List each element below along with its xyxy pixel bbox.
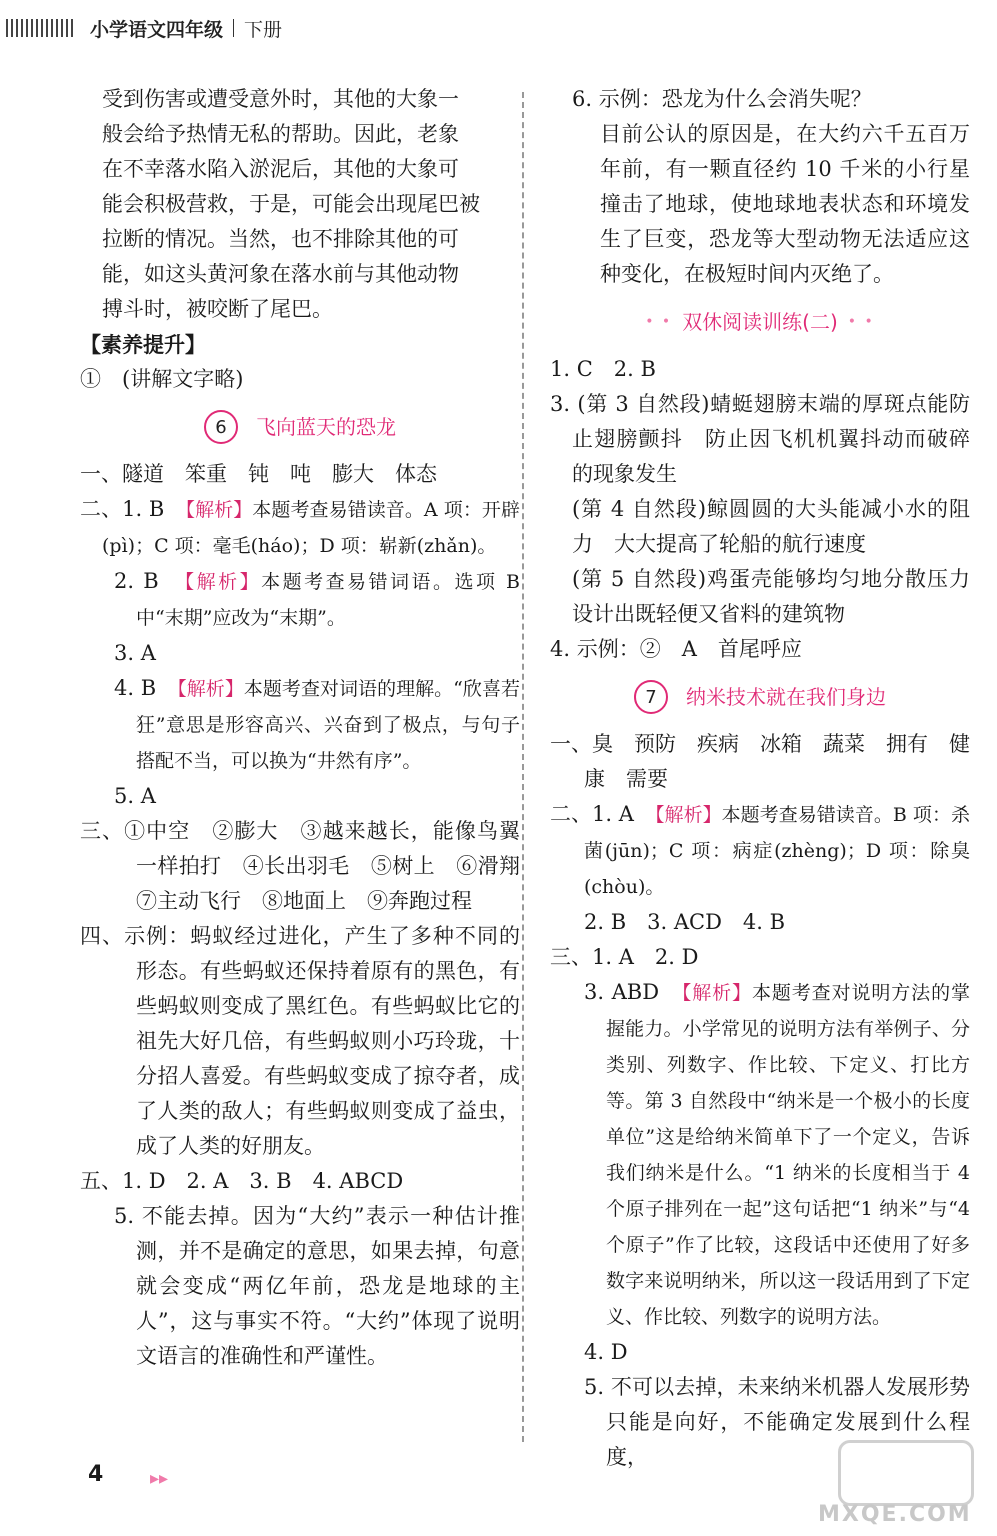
r-answer-3-3 [550, 975, 970, 1335]
analysis-tag: 【解析】 [681, 982, 752, 1004]
answer-5-1: 五、1. D 2. A 3. B 4. ABCD [80, 1169, 404, 1193]
section-7-title [550, 673, 970, 721]
q6-heading: 6. 示例：恐龙为什么会消失呢？ [572, 87, 872, 111]
answer-num: 二、1. A [550, 802, 656, 826]
sh-answer-4: 4. 示例：② A 首尾呼应 [550, 637, 802, 661]
answer-4: 四、示例：蚂蚁经过进化，产生了多种不同的形态。有些蚂蚁还保持着原有的黑色，有些蚂蚁则变成了黑红色。有些蚂蚁比它的祖先大好几倍，有些蚂蚁则小巧玲珑，十分招人喜爱。有些蚂蚁变成了掠夺者，成了人类的敌人；有些蚂蚁则变成了益虫，成了人类的好朋友。 [80, 924, 520, 1158]
intro-line: 在不幸落水陷入淤泥后，其他的大象可 [102, 157, 459, 181]
analysis-tag: 【解析】 [177, 678, 244, 700]
r-answer-1: 一、臭 预防 疾病 冰箱 蔬菜 拥有 健康 需要 [550, 732, 970, 791]
answer-num: 2. B [114, 569, 185, 593]
book-title: 小学语文四年级 [90, 18, 224, 41]
r-answer-3-1: 三、1. A 2. D [550, 945, 699, 969]
section-number-badge: 7 [634, 680, 668, 714]
analysis-tag: 【解析】 [655, 804, 722, 826]
answer-2-4 [80, 671, 520, 779]
intro-line: 能会积极营救，于是，可能会出现尾巴被 [102, 192, 480, 216]
sh-answer-3b: (第 4 自然段)鲸圆圆的大头能减小水的阻力 大大提高了轮船的航行速度 [572, 497, 970, 556]
intro-line: 搏斗时，被咬断了尾巴。 [102, 297, 333, 321]
analysis-text: 本题考查对词语的理解。“欣喜若狂”意思是形容高兴、兴奋到了极点，与句子搭配不当，可以换为“井然有序”。 [136, 678, 520, 772]
page-arrow-icon: ▸▸ [150, 1468, 169, 1489]
q6-body: 目前公认的原因是，在大约六千五百万年前，有一颗直径约 10 千米的小行星撞击了地球，使地球地表状态和环境发生了巨变，恐龙等大型动物无法适应这种变化，在极短时间内灭绝了。 [600, 122, 970, 286]
page-number: 4 [88, 1462, 104, 1487]
column-divider [522, 92, 524, 1442]
answer-2-2 [80, 564, 520, 636]
analysis-text: 本题考查易错读音。A 项：开辟(pì)；C 项：毫毛(háo)；D 项：崭新(zhǎn)。 [102, 499, 520, 557]
section-title-text: 飞向蓝天的恐龙 [256, 414, 396, 439]
analysis-text: 本题考查易错词语。选项 B 中“末期”应改为“末期”。 [136, 571, 520, 629]
sh-answer-3c: (第 5 自然段)鸡蛋壳能够均匀地分散压力 设计出既轻便又省料的建筑物 [572, 567, 991, 626]
weekend-title-text: 双休阅读训练(二) [682, 309, 838, 334]
answer-num: 4. B [114, 676, 178, 700]
answer-num: 二、1. B [80, 497, 186, 521]
weekend-reading-title [550, 298, 970, 346]
watermark-text: MXQE.COM [818, 1502, 972, 1527]
section-number-badge: 6 [204, 410, 238, 444]
right-column [550, 82, 991, 1475]
page-header [6, 8, 282, 48]
answer-2-5: 5. A [114, 784, 156, 808]
suyang-heading: 【素养提升】 [80, 332, 206, 357]
sh-answer-3a: 3. (第 3 自然段)蜻蜓翅膀末端的厚斑点能防止翅膀颤抖 防止因飞机机翼抖动而破碎的现象发生 [550, 392, 970, 486]
answer-2-1 [80, 492, 520, 564]
answer-5-5: 5. 不能去掉。因为“大约”表示一种估计推测，并不是确定的意思，如果去掉，句意就会变成“两亿年前，恐龙是地球的主人”，这与事实不符。“大约”体现了说明文语言的准确性和严谨性。 [114, 1204, 520, 1368]
analysis-text: 本题考查对说明方法的掌握能力。小学常见的说明方法有举例子、分类别、列数字、作比较、下定义、打比方等。第 3 自然段中“纳米是一个极小的长度单位”这是给纳米简单下了一个定义，告诉我们纳米是什么。“1 纳米的长度相当于 4 个原子排列在一起”这句话把“1 纳米”与“4 个原子”作了比较，这段话中还使用了好多数字来说明纳米，所以这一段话用到了下定义、作比较、列数字的说明方法。 [606, 982, 970, 1328]
answer-1: 一、隧道 笨重 钝 吨 膨大 体态 [80, 462, 437, 486]
sh-answer-1: 1. C 2. B [550, 357, 656, 381]
answer-3: 三、①中空 ②膨大 ③越来越长，能像鸟翼一样拍打 ④长出羽毛 ⑤树上 ⑥滑翔 ⑦主动飞行 ⑧地面上 ⑨奔跑过程 [80, 819, 541, 913]
intro-line: 拉断的情况。当然，也不排除其他的可 [102, 227, 459, 251]
decor-dots-left: • • [645, 313, 673, 330]
intro-line: 受到伤害或遭受意外时，其他的大象一 [102, 87, 459, 111]
r-answer-3-5: 5. 不可以去掉，未来纳米机器人发展形势只能是向好，不能确定发展到什么程度， [584, 1375, 970, 1469]
watermark-logo-icon [838, 1440, 974, 1506]
section-title-text: 纳米技术就在我们身边 [686, 684, 886, 709]
answer-2-3: 3. A [114, 641, 156, 665]
intro-line: 能，如这头黄河象在落水前与其他动物 [102, 262, 459, 286]
analysis-text: 本题考查易错读音。B 项：杀菌(jūn)；C 项：病症(zhèng)；D 项：除臭(chòu)。 [584, 804, 970, 898]
header-separator [233, 19, 234, 37]
r-answer-2-1 [550, 797, 970, 905]
r-answer-3-4: 4. D [584, 1340, 628, 1364]
left-column [80, 82, 541, 1374]
answer-num: 3. ABD [584, 980, 682, 1004]
header-stripes [6, 19, 76, 37]
decor-dots-right: • • [847, 313, 875, 330]
intro-line: 般会给予热情无私的帮助。因此，老象 [102, 122, 459, 146]
r-answer-2-2: 2. B 3. ACD 4. B [584, 910, 786, 934]
book-volume: 下册 [244, 18, 283, 41]
suyang-item: ① (讲解文字略) [80, 367, 244, 391]
section-6-title [80, 403, 520, 451]
analysis-tag: 【解析】 [184, 571, 262, 593]
analysis-tag: 【解析】 [185, 499, 253, 521]
